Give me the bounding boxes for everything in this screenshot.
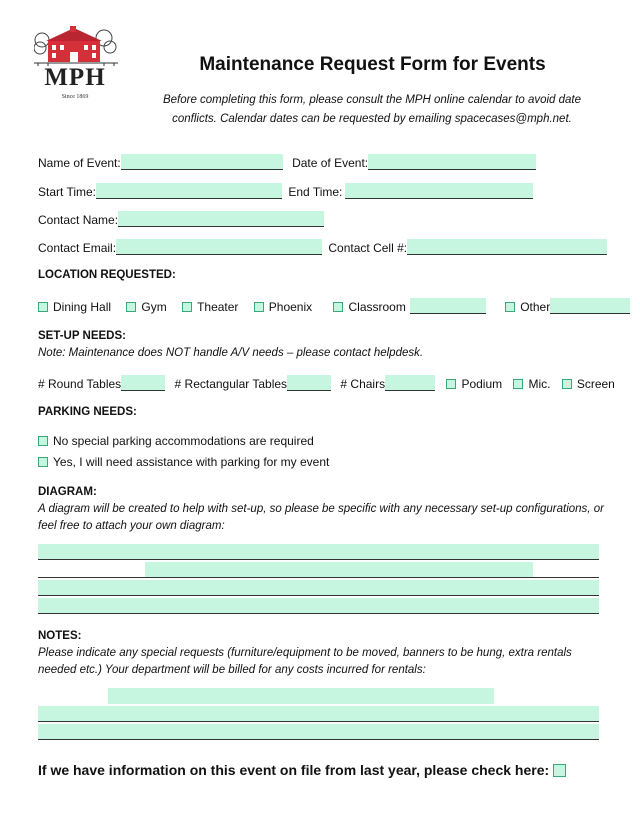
contact-cell-field[interactable] bbox=[407, 239, 607, 255]
round-tables-label: # Round Tables bbox=[38, 377, 122, 391]
diagram-line-1[interactable] bbox=[38, 544, 599, 560]
checkbox-icon[interactable] bbox=[446, 379, 456, 389]
notes-heading: NOTES: bbox=[38, 630, 82, 642]
start-time-field[interactable] bbox=[96, 183, 282, 199]
end-time-label: End Time: bbox=[288, 185, 343, 199]
setup-heading: SET-UP NEEDS: bbox=[38, 330, 126, 342]
checkbox-icon[interactable] bbox=[513, 379, 523, 389]
parking-heading: PARKING NEEDS: bbox=[38, 406, 137, 418]
option-mic[interactable]: Mic. bbox=[513, 377, 550, 391]
last-year-checkbox[interactable] bbox=[553, 764, 566, 777]
checkbox-icon[interactable] bbox=[562, 379, 572, 389]
checkbox-icon[interactable] bbox=[126, 302, 136, 312]
location-options bbox=[38, 298, 630, 316]
checkbox-icon[interactable] bbox=[254, 302, 264, 312]
mph-logo bbox=[34, 26, 118, 102]
chairs-field[interactable] bbox=[385, 375, 435, 391]
notes-line-2[interactable] bbox=[38, 724, 599, 740]
rect-tables-field[interactable] bbox=[287, 375, 331, 391]
checkbox-icon[interactable] bbox=[333, 302, 343, 312]
diagram-line-2[interactable] bbox=[38, 562, 599, 578]
option-screen[interactable]: Screen bbox=[562, 377, 615, 391]
end-time-field[interactable] bbox=[345, 183, 533, 199]
notes-line-1[interactable] bbox=[38, 706, 599, 722]
logo-since: Since 1869 bbox=[61, 94, 89, 100]
event-date-label: Date of Event: bbox=[292, 156, 369, 170]
checkbox-icon[interactable] bbox=[38, 436, 48, 446]
option-gym[interactable]: Gym bbox=[126, 300, 166, 314]
contact-email-row bbox=[38, 239, 607, 257]
notes-note: Please indicate any special requests (furniture/equipment to be moved, banners to be hung, extra rentals needed etc.) Your department will be billed for any costs incurred for rentals: bbox=[38, 647, 572, 676]
chairs-label: # Chairs bbox=[340, 377, 386, 391]
start-time-label: Start Time: bbox=[38, 185, 97, 199]
option-other[interactable]: Other bbox=[505, 300, 550, 314]
checkbox-icon[interactable] bbox=[38, 302, 48, 312]
event-row bbox=[38, 154, 536, 172]
time-row bbox=[38, 183, 533, 201]
last-year-label: If we have information on this event on file from last year, please check here: bbox=[38, 762, 550, 778]
page-title: Maintenance Request Form for Events bbox=[199, 54, 546, 75]
event-name-label: Name of Event: bbox=[38, 156, 121, 170]
event-name-field[interactable] bbox=[121, 154, 283, 170]
option-classroom[interactable]: Classroom bbox=[333, 300, 405, 314]
diagram-line-3[interactable] bbox=[38, 580, 599, 596]
option-podium[interactable]: Podium bbox=[446, 377, 502, 391]
intro-text: Before completing this form, please consult the MPH online calendar to avoid date conflicts. Calendar dates can be requested by emailing spacecases@mph.net. bbox=[162, 94, 582, 125]
checkbox-icon[interactable] bbox=[182, 302, 192, 312]
logo-name: MPH bbox=[44, 64, 106, 91]
other-field[interactable] bbox=[550, 298, 630, 314]
setup-row bbox=[38, 375, 615, 393]
round-tables-field[interactable] bbox=[121, 375, 165, 391]
contact-email-label: Contact Email: bbox=[38, 241, 117, 255]
last-year-row bbox=[38, 762, 566, 778]
checkbox-icon[interactable] bbox=[38, 457, 48, 467]
diagram-heading: DIAGRAM: bbox=[38, 486, 97, 498]
option-theater[interactable]: Theater bbox=[182, 300, 238, 314]
contact-name-field[interactable] bbox=[118, 211, 324, 227]
schoolhouse-icon bbox=[34, 26, 118, 68]
parking-option-assist[interactable]: Yes, I will need assistance with parking for my event bbox=[38, 455, 329, 473]
location-heading: LOCATION REQUESTED: bbox=[38, 269, 176, 281]
event-date-field[interactable] bbox=[368, 154, 536, 170]
contact-email-field[interactable] bbox=[116, 239, 322, 255]
setup-note: Note: Maintenance does NOT handle A/V needs – please contact helpdesk. bbox=[38, 347, 424, 359]
contact-cell-label: Contact Cell #: bbox=[328, 241, 408, 255]
contact-name-row bbox=[38, 211, 324, 229]
option-phoenix[interactable]: Phoenix bbox=[254, 300, 312, 314]
contact-name-label: Contact Name: bbox=[38, 213, 119, 227]
rect-tables-label: # Rectangular Tables bbox=[174, 377, 288, 391]
diagram-note: A diagram will be created to help with set-up, so please be specific with any necessary set-up configurations, or feel free to attach your own diagram: bbox=[38, 503, 604, 532]
checkbox-icon[interactable] bbox=[505, 302, 515, 312]
diagram-line-4[interactable] bbox=[38, 598, 599, 614]
classroom-field[interactable] bbox=[410, 298, 486, 314]
notes-field-top[interactable] bbox=[108, 688, 494, 704]
parking-option-none[interactable]: No special parking accommodations are required bbox=[38, 434, 314, 452]
option-dining-hall[interactable]: Dining Hall bbox=[38, 300, 111, 314]
